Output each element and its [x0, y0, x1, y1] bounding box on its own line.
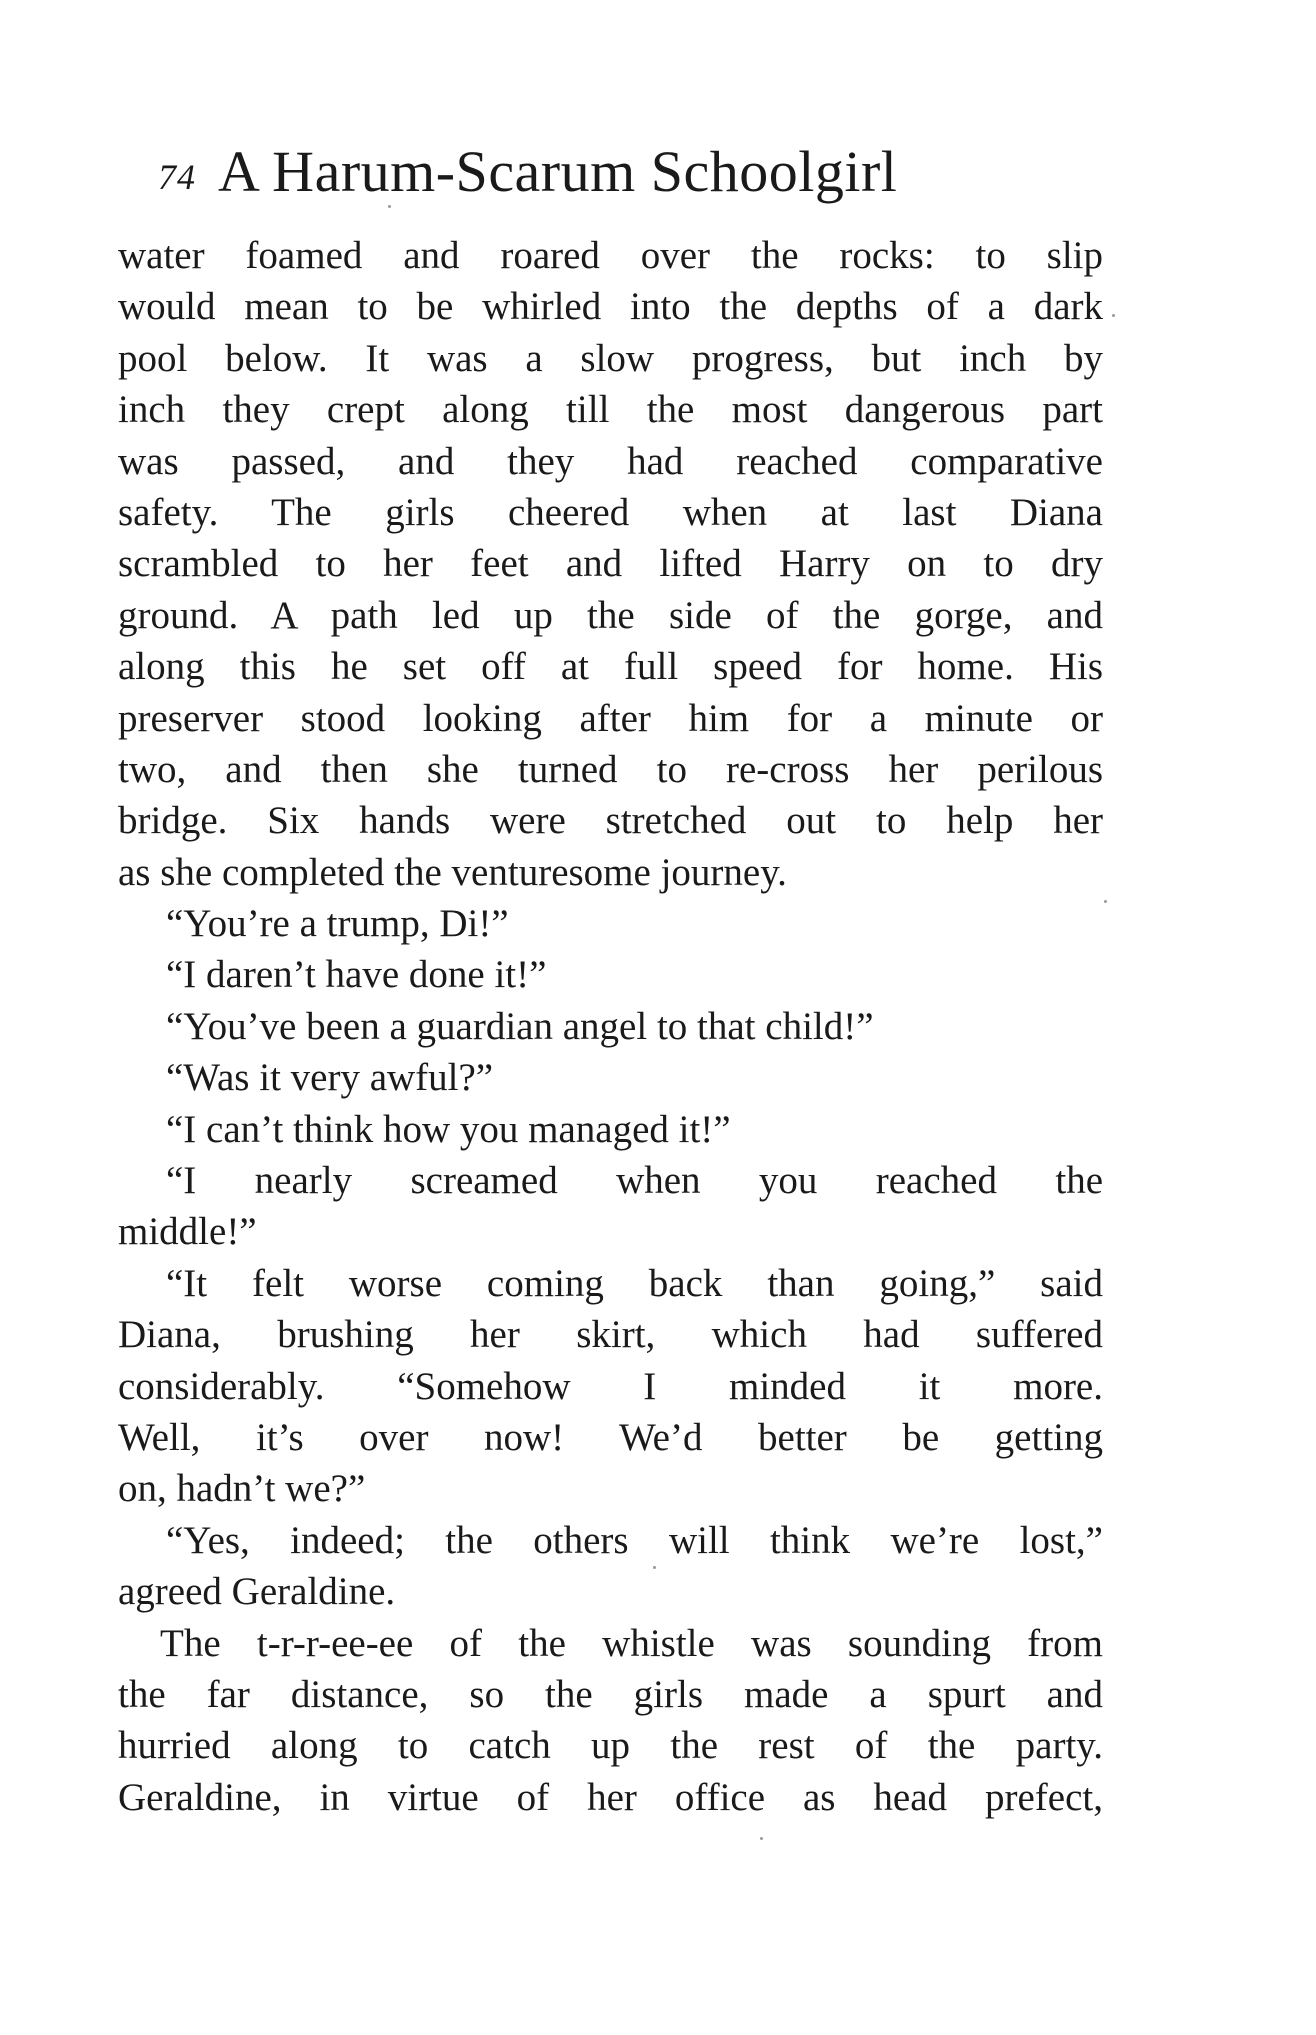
dialogue-line: “I nearly screamed when you reached the: [166, 1159, 1103, 1203]
dialogue-line: “I daren’t have done it!”: [166, 953, 547, 997]
text-line: Diana, brushing her skirt, which had suffered: [118, 1313, 1103, 1357]
text-line: safety. The girls cheered when at last Diana: [118, 490, 1103, 534]
text-line: hurried along to catch up the rest of the party.: [118, 1724, 1103, 1768]
paper-speck: [1112, 314, 1115, 317]
text-line: considerably. “Somehow I minded it more.: [118, 1364, 1103, 1408]
text-line: Geraldine, in virtue of her office as head prefect,: [118, 1775, 1103, 1819]
text-line: middle!”: [118, 1210, 257, 1254]
text-line: water foamed and roared over the rocks: to slip: [118, 234, 1103, 277]
text-line: pool below. It was a slow progress, but inch by: [118, 336, 1103, 380]
dialogue-line: “Was it very awful?”: [166, 1056, 494, 1100]
dialogue-line: “You’ve been a guardian angel to that child!”: [166, 1004, 874, 1048]
text-line: Well, it’s over now! We’d better be getting: [118, 1415, 1103, 1459]
paper-speck: [1104, 900, 1107, 903]
text-line: agreed Geraldine.: [118, 1570, 396, 1614]
paragraph-start-line: The t-r-r-ee-ee of the whistle was sounding from: [160, 1621, 1103, 1665]
text-line: two, and then she turned to re-cross her perilous: [118, 747, 1103, 791]
text-line: preserver stood looking after him for a minute or: [118, 696, 1103, 740]
dialogue-line: “I can’t think how you managed it!”: [166, 1107, 731, 1151]
text-line: as she completed the venturesome journey.: [118, 850, 787, 894]
dialogue-line: “Yes, indeed; the others will think we’re lost,”: [166, 1518, 1103, 1562]
text-line: along this he set off at full speed for home. His: [118, 645, 1103, 689]
running-title: A Harum-Scarum Schoolgirl: [218, 139, 898, 204]
body-text: [118, 230, 1103, 1823]
text-line: the far distance, so the girls made a spurt and: [118, 1672, 1103, 1716]
text-line: was passed, and they had reached comparative: [118, 439, 1103, 483]
text-line: would mean to be whirled into the depths of a dark: [118, 285, 1103, 329]
page-number: 74: [158, 157, 196, 197]
text-line: scrambled to her feet and lifted Harry on to dry: [118, 542, 1103, 586]
text-line: on, hadn’t we?”: [118, 1467, 366, 1511]
text-line: ground. A path led up the side of the gorge, and: [118, 593, 1103, 637]
paper-speck: [388, 205, 391, 208]
page-header: [158, 138, 1158, 208]
paper-speck: [653, 1566, 656, 1569]
dialogue-line: “You’re a trump, Di!”: [166, 902, 509, 946]
paper-speck: [760, 1837, 763, 1840]
text-line: inch they crept along till the most dangerous part: [118, 388, 1103, 432]
text-line: bridge. Six hands were stretched out to help her: [118, 799, 1103, 843]
dialogue-line: “It felt worse coming back than going,” said: [166, 1261, 1103, 1305]
